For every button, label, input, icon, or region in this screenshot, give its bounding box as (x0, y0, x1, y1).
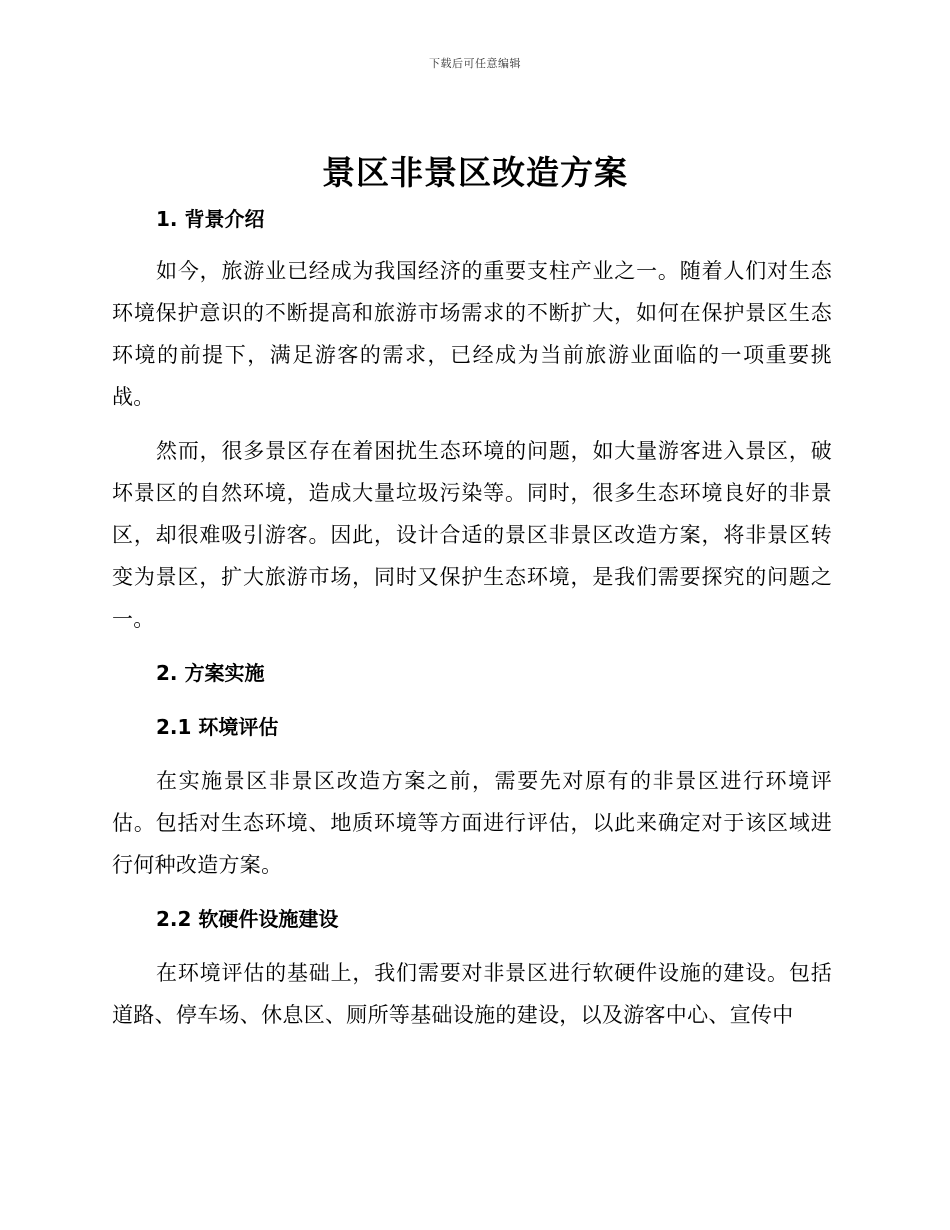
paragraph: 然而，很多景区存在着困扰生态环境的问题，如大量游客进入景区，破坏景区的自然环境，造成大量垃圾污染等。同时，很多生态环境良好的非景区，却很难吸引游客。因此，设计合适的景区非景区改造方案，将非景区转变为景区，扩大旅游市场，同时又保护生态环境，是我们需要探究的问题之一。 (112, 439, 832, 631)
paragraph: 在实施景区非景区改造方案之前，需要先对原有的非景区进行环境评估。包括对生态环境、地质环境等方面进行评估，以此来确定对于该区域进行何种改造方案。 (112, 769, 832, 877)
section-heading-implementation: 2. 方案实施 (156, 661, 265, 685)
document-title: 景区非景区改造方案 (322, 153, 628, 192)
document-body (112, 198, 832, 1048)
section-heading-background: 1. 背景介绍 (156, 207, 265, 231)
paragraph: 如今，旅游业已经成为我国经济的重要支柱产业之一。随着人们对生态环境保护意识的不断提高和旅游市场需求的不断扩大，如何在保护景区生态环境的前提下，满足游客的需求，已经成为当前旅游业面临的一项重要挑战。 (112, 259, 832, 409)
section-heading-facilities: 2.2 软硬件设施建设 (156, 907, 339, 931)
header-note: 下载后可任意编辑 (429, 57, 521, 70)
section-heading-environment-assessment: 2.1 环境评估 (156, 715, 279, 739)
paragraph: 在环境评估的基础上，我们需要对非景区进行软硬件设施的建设。包括道路、停车场、休息区、厕所等基础设施的建设，以及游客中心、宣传中 (112, 961, 832, 1027)
